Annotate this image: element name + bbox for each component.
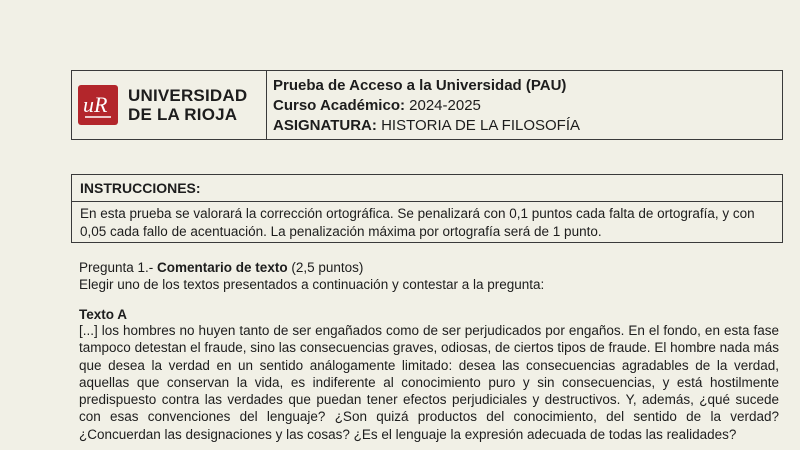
- question-title: Comentario de texto: [157, 260, 288, 275]
- university-logo-icon: [78, 85, 118, 125]
- university-name-line1: UNIVERSIDAD: [128, 86, 248, 105]
- university-name: [128, 86, 247, 124]
- question-heading: [79, 259, 779, 276]
- university-branding: [72, 71, 267, 139]
- texto-a-body: [...] los hombres no huyen tanto de ser engañados como de ser perjudicados por engaños. En el fondo, en esta fase tampoco detestan el fraude, sino las consecuencias graves, odiosas, de ciertos tipos de fraude. El hombre nada más que desea la verdad en un sentido análogamente limitado: desea las consecuencias agradables de la verdad, aquellas que conservan la vida, es indiferente al conocimiento puro y sin consecuencias, y está hostilmente predispuesto contra las verdades que puedan tener efectos perjudiciales y destructivos. Y, además, ¿qué sucede con esas convenciones del lenguaje? ¿Son quizá productos del conocimiento, del sentido de la verdad? ¿Concuerdan las designaciones y las cosas? ¿Es el lenguaje la expresión adecuada de todas las realidades?: [79, 323, 779, 442]
- course-line: [273, 96, 782, 116]
- instructions-text: En esta prueba se valorará la corrección ortográfica. Se penalizará con 0,1 puntos cada falta de ortografía, y con 0,05 cada fallo de acentuación. La penalización máxima por ortografía será de 1 punto.: [80, 206, 755, 239]
- texto-a-title: Texto A: [79, 307, 128, 322]
- exam-header: [71, 70, 783, 140]
- question-prefix: Pregunta 1.-: [79, 260, 158, 275]
- course-label: Curso Académico:: [273, 97, 405, 114]
- subject-value: HISTORIA DE LA FILOSOFÍA: [381, 117, 581, 134]
- question-1: [79, 259, 779, 293]
- university-name-line2: DE LA RIOJA: [128, 105, 238, 124]
- question-instruction: Elegir uno de los textos presentados a continuación y contestar a la pregunta:: [79, 277, 545, 292]
- exam-title: Prueba de Acceso a la Universidad (PAU): [273, 77, 567, 94]
- exam-info: [267, 71, 782, 139]
- subject-line: [273, 116, 782, 136]
- subject-label: ASIGNATURA:: [273, 117, 377, 134]
- instructions-title: INSTRUCCIONES:: [72, 175, 782, 202]
- question-points: (2,5 puntos): [287, 260, 364, 275]
- course-value: 2024-2025: [409, 97, 481, 114]
- logo-letters: uR: [83, 92, 108, 117]
- instructions-box: [71, 174, 783, 243]
